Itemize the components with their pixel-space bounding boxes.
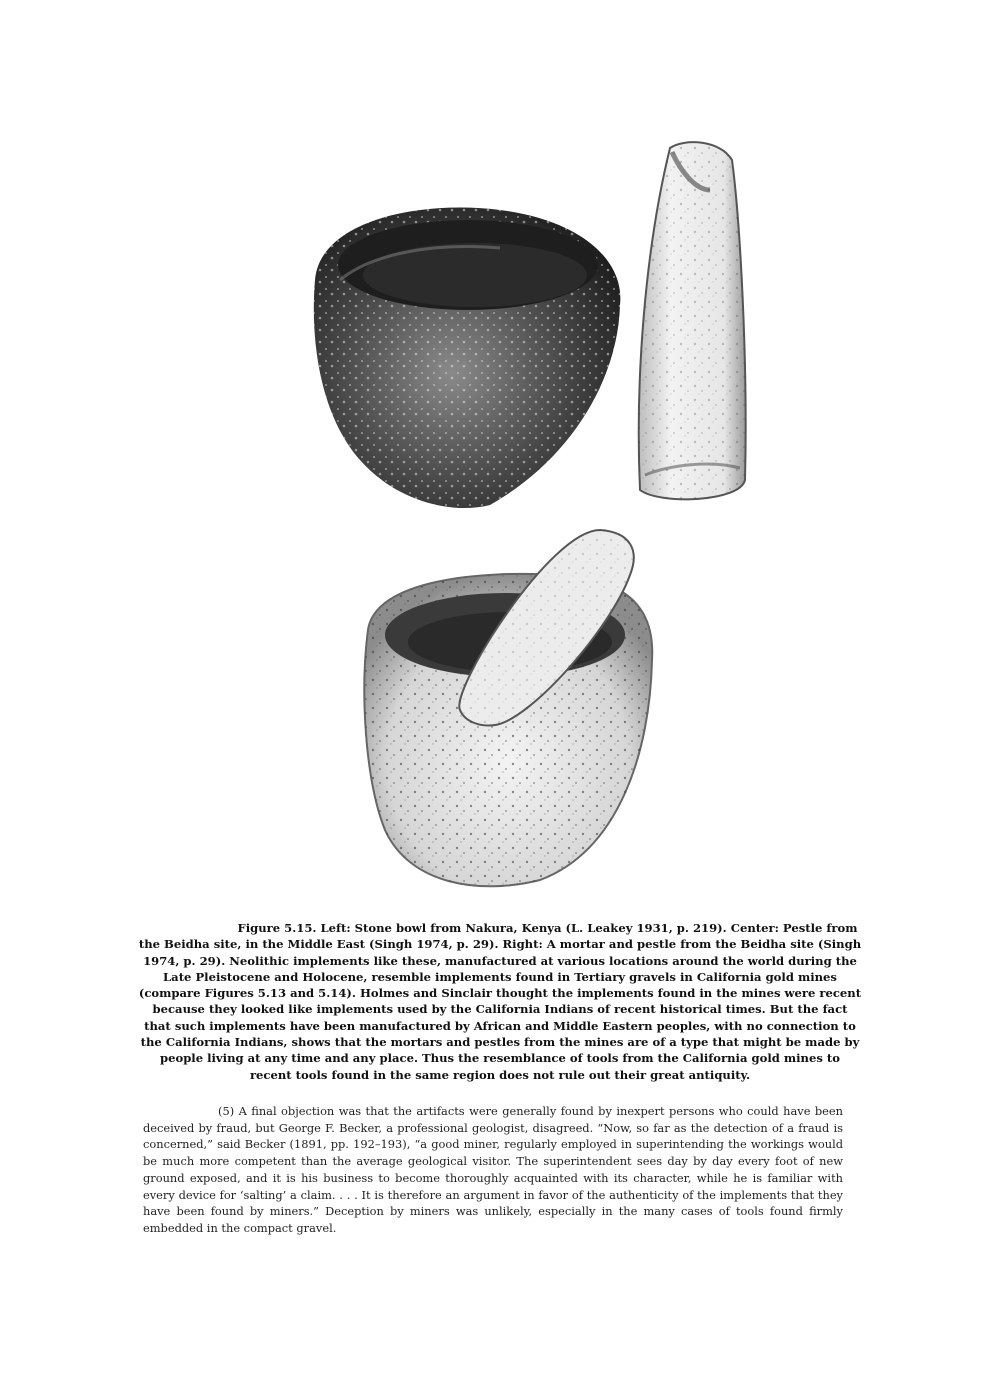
figure-illustration	[300, 130, 760, 900]
figure-caption	[138, 920, 862, 1083]
pestle-image	[639, 142, 746, 499]
body-paragraph	[143, 1103, 843, 1237]
figure-5-15	[300, 130, 760, 900]
caption-text: Figure 5.15. Left: Stone bowl from Nakura, Kenya (L. Leakey 1931, p. 219). Center: Pestle from the Beidha site, in the Middle East (Singh 1974, p. 29). Right: A mortar and pestle from the Beidha site (Singh 1974, p. 29). Neolithic implements like these, manufactured at various locations around the world during the Late Pleistocene and Holocene, resemble implements found in Tertiary gravels in California gold mines (compare Figures 5.13 and 5.14). Holmes and Sinclair thought the implements found in the mines were recent because they looked like implements used by the California Indians of recent historical times. But the fact that such implements have been manufactured by African and Middle Eastern peoples, with no connection to the California Indians, shows that the mortars and pestles from the mines are of a type that might be made by people living at any time and any place. Thus the resemblance of tools from the California gold mines to recent tools found in the same region does not rule out their great antiquity.	[138, 921, 862, 1082]
mortar-and-pestle-image	[364, 530, 652, 886]
body-paragraph-text: (5) A final objection was that the artifacts were generally found by inexpert persons who could have been deceived by fraud, but George F. Becker, a professional geologist, disagreed. “Now, so far as the detection of a fraud is concerned,” said Becker (1891, pp. 192–193), “a good miner, regularly employed in superintending the workings would be much more competent than the average geological visitor. The superintendent sees day by day every foot of new ground exposed, and it is his business to become thoroughly acquainted with its character, while he is familiar with every device for ‘salting’ a claim. . . . It is therefore an argument in favor of the authenticity of the implements that they have been found by miners.” Deception by miners was unlikely, especially in the many cases of tools found firmly embedded in the compact gravel.	[143, 1104, 843, 1235]
stone-bowl-image	[314, 208, 621, 508]
